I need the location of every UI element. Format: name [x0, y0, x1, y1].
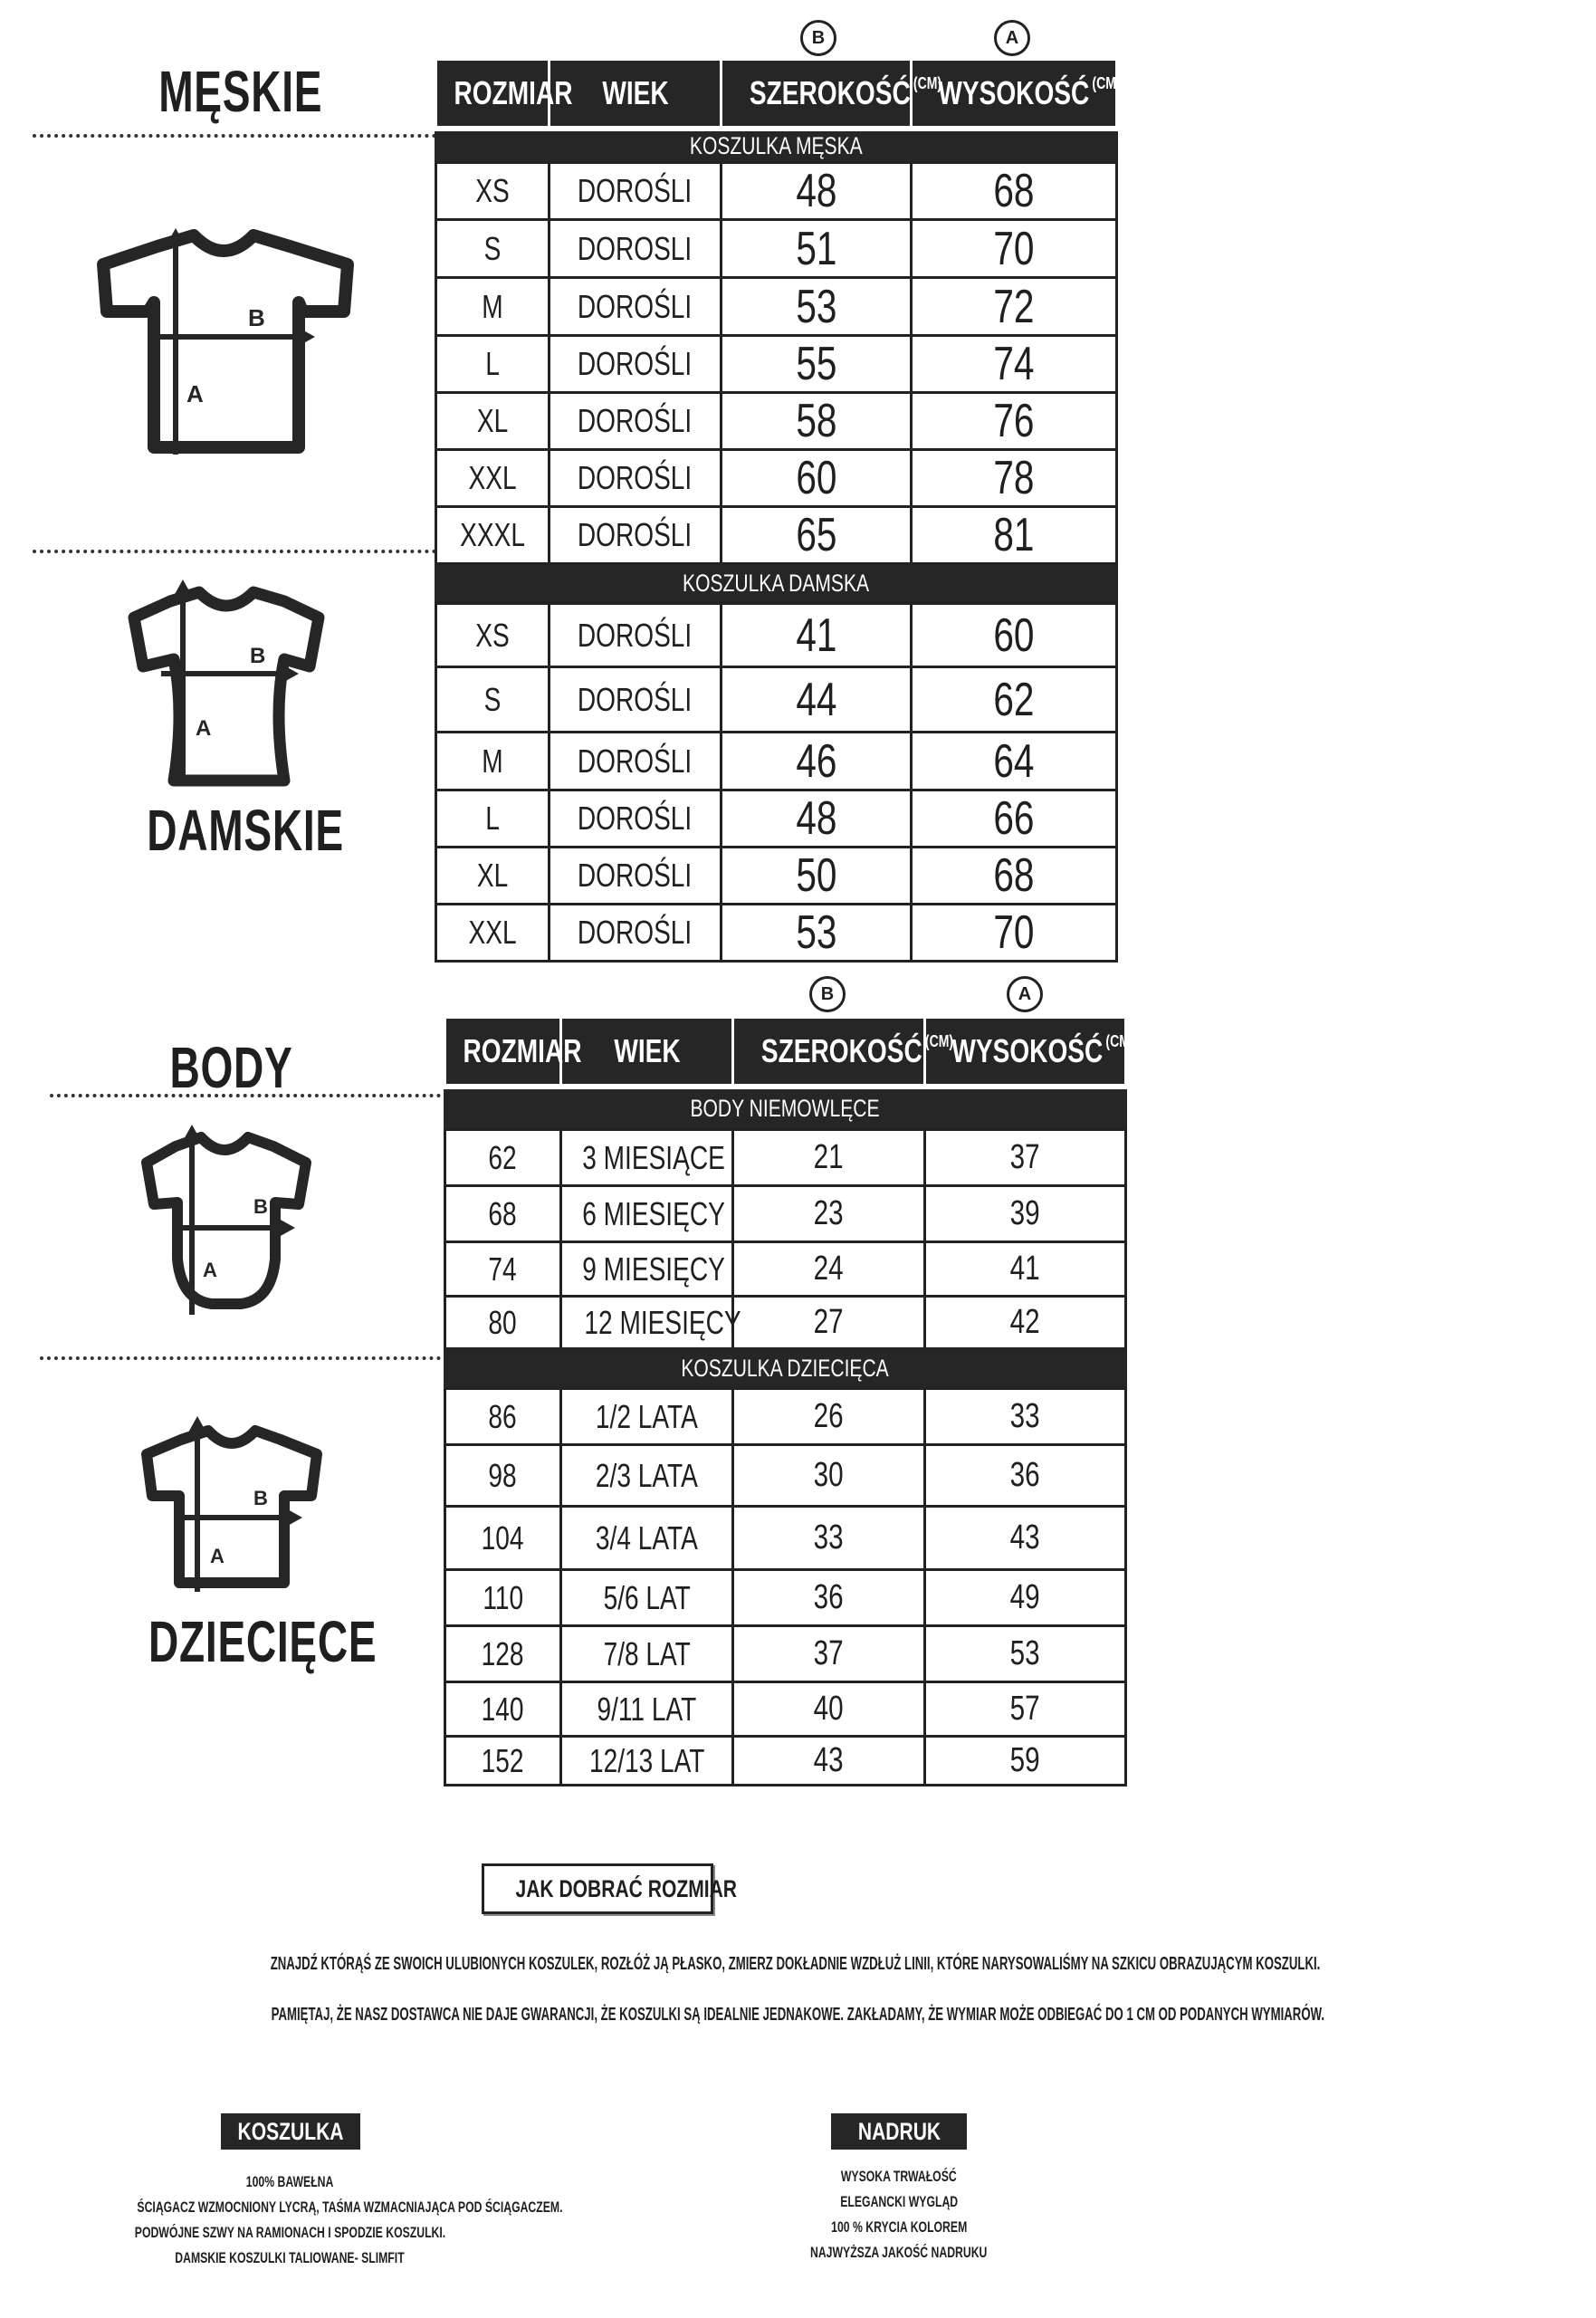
table-row	[436, 790, 1117, 848]
womens-shirt-diagram	[125, 576, 333, 793]
header-szerokosc: SZEROKOŚĆ $^{(CM)}$	[722, 60, 912, 129]
width-cell: 40	[733, 1682, 925, 1737]
size-cell: XS	[436, 163, 550, 220]
age-cell: DOROŚLI	[550, 278, 722, 336]
age-cell: 9 MIESIĘCY	[561, 1242, 733, 1297]
width-cell: 44	[722, 667, 912, 733]
size-cell: XXL	[436, 450, 550, 507]
list-item: PODWÓJNE SZWY NA RAMIONACH I SPODZIE KOSZULKI.	[134, 2224, 445, 2241]
marker-a-kids: A	[1007, 976, 1043, 1012]
height-cell: 76	[912, 393, 1117, 450]
band-koszulka-damska: KOSZULKA DAMSKA	[436, 564, 1117, 604]
section-title-damskie: DAMSKIE	[147, 798, 344, 863]
label-b: B	[248, 304, 265, 331]
table-row	[445, 1737, 1126, 1786]
table-row	[436, 220, 1117, 278]
height-cell: 70	[912, 905, 1117, 962]
table-row	[445, 1445, 1126, 1507]
age-cell: 6 MIESIĘCY	[561, 1186, 733, 1242]
width-cell: 36	[733, 1570, 925, 1626]
height-cell: 59	[925, 1737, 1126, 1786]
table-row	[445, 1242, 1126, 1297]
label-a: A	[196, 716, 212, 741]
table-row	[436, 848, 1117, 905]
size-cell: XS	[436, 604, 550, 667]
list-item: ELEGANCKI WYGLĄD	[840, 2193, 958, 2210]
width-cell: 58	[722, 393, 912, 450]
nadruk-features-list	[742, 2164, 1056, 2265]
height-cell: 41	[925, 1242, 1126, 1297]
size-cell: 152	[445, 1737, 561, 1786]
height-cell: 66	[912, 790, 1117, 848]
width-cell: 37	[733, 1626, 925, 1682]
band-koszulka-meska: KOSZULKA MĘSKA	[436, 129, 1117, 163]
baby-body-diagram	[136, 1123, 317, 1322]
nadruk-badge: NADRUK	[831, 2113, 967, 2150]
list-item: NAJWYŻSZA JAKOŚĆ NADRUKU	[810, 2244, 988, 2261]
instruction-paragraph-1: ZNAJDŹ KTÓRĄŚ ZE SWOICH ULUBIONYCH KOSZULEK, ROZŁÓŻ JĄ PŁASKO, ZMIERZ DOKŁADNIE WZDŁUŻ LINII, KTÓRE NARYSOWALIŚMY NA SZKICU OBRAZUJĄCYM KOSZULKI.	[270, 1954, 1321, 1974]
width-cell: 48	[722, 163, 912, 220]
height-cell: 39	[925, 1186, 1126, 1242]
size-cell: 68	[445, 1186, 561, 1242]
size-cell: 104	[445, 1507, 561, 1570]
table-header-row	[436, 60, 1117, 129]
header-wysokosc: WYSOKOŚĆ $^{(CM)}$	[925, 1018, 1126, 1087]
age-cell: 3/4 LATA	[561, 1507, 733, 1570]
size-cell: S	[436, 667, 550, 733]
age-cell: 3 MIESIĄCE	[561, 1130, 733, 1186]
age-cell: DOROŚLI	[550, 790, 722, 848]
height-cell: 57	[925, 1682, 1126, 1737]
header-wiek: WIEK	[550, 60, 722, 129]
height-cell: 68	[912, 163, 1117, 220]
table-row	[436, 163, 1117, 220]
mens-shirt-diagram	[94, 221, 357, 465]
size-cell: 98	[445, 1445, 561, 1507]
size-cell: 110	[445, 1570, 561, 1626]
width-cell: 27	[733, 1297, 925, 1349]
height-cell: 81	[912, 507, 1117, 564]
width-cell: 30	[733, 1445, 925, 1507]
size-cell: M	[436, 278, 550, 336]
height-cell: 68	[912, 848, 1117, 905]
height-cell: 33	[925, 1389, 1126, 1445]
divider-damskie	[33, 550, 436, 553]
age-cell: DOROŚLI	[550, 163, 722, 220]
divider-meskie	[33, 134, 436, 138]
divider-dzieciece	[40, 1356, 441, 1360]
size-cell: XL	[436, 848, 550, 905]
label-a: A	[203, 1259, 217, 1281]
height-cell: 37	[925, 1130, 1126, 1186]
band-row-kids	[445, 1349, 1126, 1389]
table-row	[436, 450, 1117, 507]
age-cell: 12/13 LAT	[561, 1737, 733, 1786]
height-cell: 62	[912, 667, 1117, 733]
table-row	[445, 1130, 1126, 1186]
size-cell: XXXL	[436, 507, 550, 564]
size-cell: 74	[445, 1242, 561, 1297]
size-cell: 128	[445, 1626, 561, 1682]
header-wysokosc: WYSOKOŚĆ $^{(CM)}$	[912, 60, 1117, 129]
width-cell: 50	[722, 848, 912, 905]
list-item: 100% BAWEŁNA	[245, 2173, 334, 2190]
age-cell: DOROŚLI	[550, 450, 722, 507]
marker-a-adult: A	[994, 20, 1030, 56]
width-cell: 24	[733, 1242, 925, 1297]
section-title-body: BODY	[168, 1035, 293, 1100]
age-cell: DOROŚLI	[550, 393, 722, 450]
size-cell: 140	[445, 1682, 561, 1737]
height-cell: 74	[912, 336, 1117, 393]
table-row	[445, 1297, 1126, 1349]
height-cell: 36	[925, 1445, 1126, 1507]
table-row	[445, 1186, 1126, 1242]
size-cell: S	[436, 220, 550, 278]
height-cell: 64	[912, 733, 1117, 790]
label-b: B	[250, 644, 266, 668]
width-cell: 33	[733, 1507, 925, 1570]
size-cell: L	[436, 336, 550, 393]
height-cell: 43	[925, 1507, 1126, 1570]
table-row	[436, 393, 1117, 450]
size-cell: 62	[445, 1130, 561, 1186]
adult-size-table	[435, 58, 1121, 963]
age-cell: DOROSLI	[550, 220, 722, 278]
width-cell: 65	[722, 507, 912, 564]
width-cell: 53	[722, 905, 912, 962]
table-row	[445, 1570, 1126, 1626]
height-cell: 72	[912, 278, 1117, 336]
kids-size-table	[444, 1016, 1134, 1786]
label-b: B	[253, 1195, 268, 1218]
height-cell: 49	[925, 1570, 1126, 1626]
age-cell: DOROŚLI	[550, 336, 722, 393]
instruction-paragraph-2: PAMIĘTAJ, ŻE NASZ DOSTAWCA NIE DAJE GWARANCJI, ŻE KOSZULKI SĄ IDEALNIE JEDNAKOWE. ZAKŁADAMY, ŻE WYMIAR MOŻE ODBIEGAĆ DO 1 CM OD PODANYCH WYMIARÓW.	[271, 2005, 1324, 2025]
table-row	[445, 1626, 1126, 1682]
age-cell: 12 MIESIĘCY	[561, 1297, 733, 1349]
table-header-row	[445, 1018, 1126, 1087]
size-cell: XXL	[436, 905, 550, 962]
width-cell: 60	[722, 450, 912, 507]
koszulka-features-list	[54, 2170, 563, 2271]
size-cell: 86	[445, 1389, 561, 1445]
table-row	[436, 336, 1117, 393]
table-row	[445, 1389, 1126, 1445]
section-title-dzieciece: DZIECIĘCE	[148, 1609, 377, 1674]
age-cell: DOROŚLI	[550, 848, 722, 905]
table-row	[445, 1682, 1126, 1737]
width-cell: 21	[733, 1130, 925, 1186]
height-cell: 70	[912, 220, 1117, 278]
size-cell: L	[436, 790, 550, 848]
age-cell: DOROŚLI	[550, 733, 722, 790]
band-koszulka-dziecieca: KOSZULKA DZIECIĘCA	[445, 1349, 1126, 1389]
height-cell: 42	[925, 1297, 1126, 1349]
width-cell: 43	[733, 1737, 925, 1786]
age-cell: DOROŚLI	[550, 604, 722, 667]
header-rozmiar: ROZMIAR	[436, 60, 550, 129]
band-row-body	[445, 1087, 1126, 1130]
label-b: B	[253, 1487, 268, 1509]
width-cell: 48	[722, 790, 912, 848]
band-row-men	[436, 129, 1117, 163]
age-cell: 1/2 LATA	[561, 1389, 733, 1445]
band-body-niemowlece: BODY NIEMOWLĘCE	[445, 1087, 1126, 1130]
table-row	[445, 1507, 1126, 1570]
height-cell: 53	[925, 1626, 1126, 1682]
section-title-meskie: MĘSKIE	[158, 59, 323, 124]
header-wiek: WIEK	[561, 1018, 733, 1087]
table-row	[436, 278, 1117, 336]
kids-shirt-diagram	[138, 1414, 328, 1604]
age-cell: 5/6 LAT	[561, 1570, 733, 1626]
width-cell: 41	[722, 604, 912, 667]
size-cell: XL	[436, 393, 550, 450]
width-cell: 26	[733, 1389, 925, 1445]
width-cell: 51	[722, 220, 912, 278]
header-rozmiar: ROZMIAR	[445, 1018, 561, 1087]
table-row	[436, 507, 1117, 564]
divider-body	[50, 1094, 441, 1097]
size-cell: 80	[445, 1297, 561, 1349]
width-cell: 53	[722, 278, 912, 336]
age-cell: 7/8 LAT	[561, 1626, 733, 1682]
width-cell: 46	[722, 733, 912, 790]
list-item: DAMSKIE KOSZULKI TALIOWANE- SLIMFIT	[175, 2249, 405, 2266]
band-row-women	[436, 564, 1117, 604]
height-cell: 78	[912, 450, 1117, 507]
age-cell: 9/11 LAT	[561, 1682, 733, 1737]
table-row	[436, 667, 1117, 733]
list-item: 100 % KRYCIA KOLOREM	[830, 2218, 968, 2236]
how-to-choose-size-title: JAK DOBRAĆ ROZMIAR	[482, 1863, 713, 1914]
list-item: ŚCIĄGACZ WZMOCNIONY LYCRĄ, TAŚMA WZMACNIAJĄCA POD ŚCIĄGACZEM.	[137, 2198, 563, 2216]
width-cell: 55	[722, 336, 912, 393]
label-a: A	[210, 1545, 225, 1567]
table-row	[436, 604, 1117, 667]
size-cell: M	[436, 733, 550, 790]
header-szerokosc: SZEROKOŚĆ $^{(CM)}$	[733, 1018, 925, 1087]
age-cell: DOROŚLI	[550, 667, 722, 733]
marker-b-kids: B	[809, 976, 846, 1012]
height-cell: 60	[912, 604, 1117, 667]
marker-b-adult: B	[800, 20, 836, 56]
width-cell: 23	[733, 1186, 925, 1242]
koszulka-badge: KOSZULKA	[221, 2113, 360, 2150]
label-a: A	[186, 380, 204, 407]
age-cell: DOROŚLI	[550, 905, 722, 962]
table-row	[436, 905, 1117, 962]
table-row	[436, 733, 1117, 790]
age-cell: DOROŚLI	[550, 507, 722, 564]
age-cell: 2/3 LATA	[561, 1445, 733, 1507]
list-item: WYSOKA TRWAŁOŚĆ	[841, 2168, 957, 2185]
